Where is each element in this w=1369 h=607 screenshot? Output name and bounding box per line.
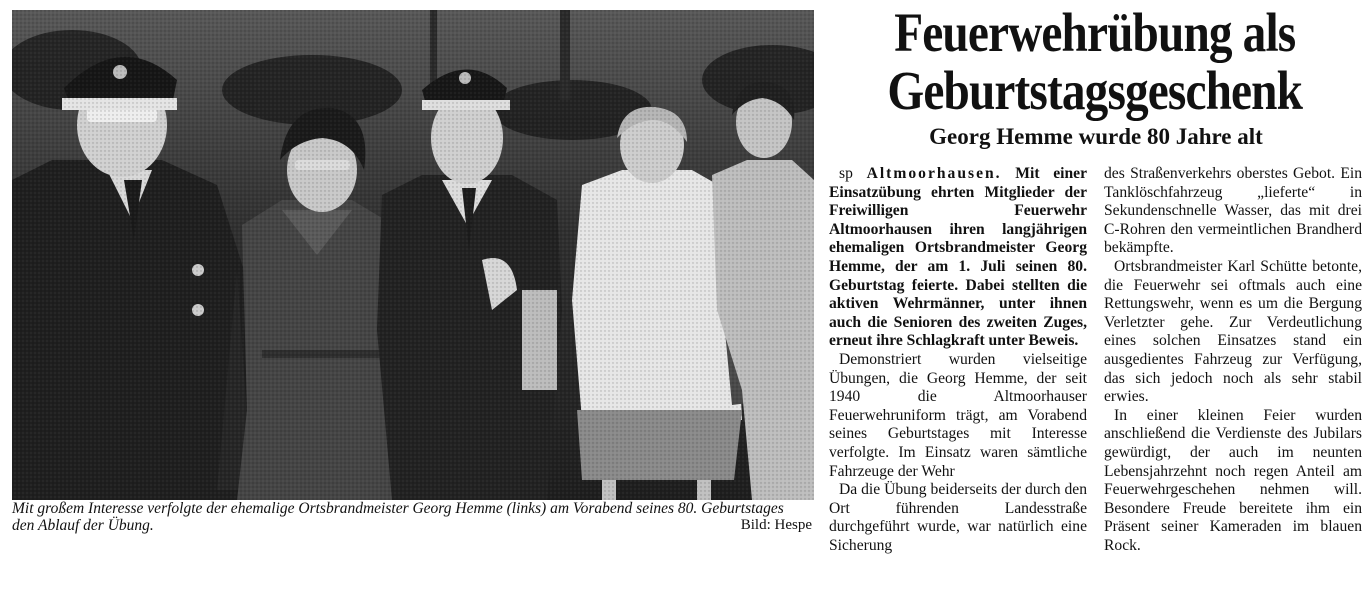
paragraph-5: In einer kleinen Feier wurden anschließend die Verdienste des Jubilars gewürdigt, der auch im neunten Lebensjahrzehnt noch regen Anteil am Feuerwehrgeschehen nehmen will. Besondere Freude bereitete ihm ein Präsent seiner Kameraden im blauen Rock.	[1104, 406, 1362, 554]
lead-paragraph	[829, 165, 1087, 351]
headline	[826, 4, 1364, 120]
caption-text: Mit großem Interesse verfolgte der ehemalige Ortsbrandmeister Georg Hemme (links) am Vorabend seines 80. Geburtstages den Ablauf der Übung.	[12, 500, 784, 534]
paragraph-2: Demonstriert wurden vielseitige Übungen, die Georg Hemme, der seit 1940 die Altmoorhauser Feuerwehruniform trägt, am Vorabend seines Geburtstages mit Interesse verfolgte. Im Einsatz waren sämtliche Fahrzeuge der Wehr	[829, 350, 1087, 480]
lead-text: Mit einer Einsatzübung ehrten Mitglieder der Freiwilligen Feuerwehr Altmoorhausen ihren langjährigen ehemaligen Ortsbrandmeister Georg Hemme, der am 1. Juli seinen 80. Geburtstag feierte. Dabei stellten die aktiven Wehrmänner, unter ihnen auch die Senioren des zweiten Zuges, erneut ihre Schlagkraft unter Beweis.	[829, 165, 1087, 350]
paragraph-3: Da die Übung beiderseits der durch den Ort führenden Landesstraße durchgeführt wurde, war natürlich eine Sicherung	[829, 481, 1087, 554]
photo-caption	[12, 500, 814, 534]
subheadline: Georg Hemme wurde 80 Jahre alt	[929, 124, 1263, 149]
article-photo	[12, 10, 814, 500]
dateline: Altmoorhausen.	[866, 165, 1002, 182]
paragraph-3-continued: des Straßenverkehrs oberstes Gebot. Ein Tanklöschfahrzeug „lieferte“ in Sekundenschnelle Wasser, das mit drei C-Rohren den vermeintlichen Brandherd bekämpfte.	[1104, 165, 1362, 257]
article-column-right	[1104, 165, 1362, 555]
photo-credit: Bild: Hespe	[740, 517, 812, 533]
article-column-left	[829, 165, 1087, 555]
author-initials: sp	[839, 165, 853, 182]
paragraph-4: Ortsbrandmeister Karl Schütte betonte, die Feuerwehr sei oftmals auch eine Rettungswehr, wenn es um die Bergung Verletzter gehe. Zur Verdeutlichung eines solchen Einsatzes stand ein ausgedientes Fahrzeug zur Verfügung, das sich jedoch noch als sehr stabil erwies.	[1104, 257, 1362, 406]
headline-line-2: Geburtstagsgeschenk	[887, 60, 1303, 121]
headline-line-1: Feuerwehrübung als	[894, 2, 1296, 63]
